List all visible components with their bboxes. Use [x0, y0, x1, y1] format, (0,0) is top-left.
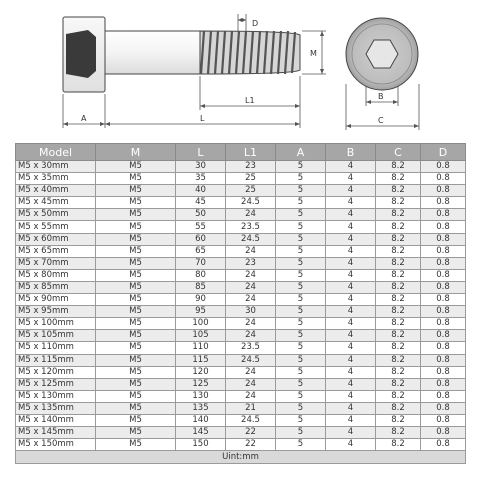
- cell-c: 8.2: [376, 306, 421, 318]
- cell-d: 0.8: [421, 294, 466, 306]
- cell-m: M5: [96, 318, 176, 330]
- table-row: [16, 221, 466, 233]
- cell-model: M5 x 95mm: [16, 306, 96, 318]
- cell-d: 0.8: [421, 427, 466, 439]
- cell-l1: 24: [226, 366, 276, 378]
- cell-c: 8.2: [376, 221, 421, 233]
- cell-model: M5 x 35mm: [16, 173, 96, 185]
- cell-a: 5: [276, 342, 326, 354]
- cell-b: 4: [326, 318, 376, 330]
- cell-m: M5: [96, 330, 176, 342]
- cell-l: 35: [176, 173, 226, 185]
- cell-c: 8.2: [376, 402, 421, 414]
- cell-l: 55: [176, 221, 226, 233]
- cell-m: M5: [96, 294, 176, 306]
- cell-l: 70: [176, 257, 226, 269]
- cell-c: 8.2: [376, 390, 421, 402]
- cell-l1: 25: [226, 185, 276, 197]
- table-row: [16, 197, 466, 209]
- cell-l: 40: [176, 185, 226, 197]
- table-row: [16, 342, 466, 354]
- cell-l1: 23: [226, 257, 276, 269]
- cell-model: M5 x 135mm: [16, 402, 96, 414]
- cell-a: 5: [276, 245, 326, 257]
- cell-b: 4: [326, 221, 376, 233]
- cell-l: 45: [176, 197, 226, 209]
- cell-a: 5: [276, 366, 326, 378]
- cell-l: 105: [176, 330, 226, 342]
- cell-m: M5: [96, 414, 176, 426]
- table-header-row: [16, 144, 466, 161]
- cell-a: 5: [276, 439, 326, 451]
- hex-socket-shadow: [66, 30, 96, 78]
- header-l1: L1: [226, 144, 276, 161]
- cell-model: M5 x 70mm: [16, 257, 96, 269]
- cell-b: 4: [326, 161, 376, 173]
- cell-d: 0.8: [421, 209, 466, 221]
- cell-model: M5 x 40mm: [16, 185, 96, 197]
- cell-d: 0.8: [421, 185, 466, 197]
- screw-head-end-view: [346, 18, 418, 90]
- cell-b: 4: [326, 378, 376, 390]
- cell-l: 145: [176, 427, 226, 439]
- cell-l1: 30: [226, 306, 276, 318]
- cell-a: 5: [276, 185, 326, 197]
- cell-d: 0.8: [421, 233, 466, 245]
- table-row: [16, 185, 466, 197]
- cell-m: M5: [96, 354, 176, 366]
- cell-b: 4: [326, 402, 376, 414]
- table-row: [16, 402, 466, 414]
- cell-l1: 24.5: [226, 197, 276, 209]
- cell-a: 5: [276, 281, 326, 293]
- cell-m: M5: [96, 306, 176, 318]
- cell-l1: 25: [226, 173, 276, 185]
- cell-m: M5: [96, 209, 176, 221]
- cell-b: 4: [326, 414, 376, 426]
- cell-b: 4: [326, 306, 376, 318]
- cell-l: 50: [176, 209, 226, 221]
- cell-l1: 22: [226, 427, 276, 439]
- cell-l1: 24.5: [226, 233, 276, 245]
- dim-label-b: B: [378, 92, 384, 101]
- cell-model: M5 x 80mm: [16, 269, 96, 281]
- table-row: [16, 209, 466, 221]
- cell-l1: 24: [226, 281, 276, 293]
- cell-b: 4: [326, 342, 376, 354]
- cell-m: M5: [96, 378, 176, 390]
- cell-c: 8.2: [376, 173, 421, 185]
- cell-model: M5 x 150mm: [16, 439, 96, 451]
- cell-a: 5: [276, 257, 326, 269]
- cell-l: 115: [176, 354, 226, 366]
- cell-a: 5: [276, 197, 326, 209]
- cell-c: 8.2: [376, 281, 421, 293]
- cell-b: 4: [326, 427, 376, 439]
- cell-model: M5 x 100mm: [16, 318, 96, 330]
- cell-a: 5: [276, 330, 326, 342]
- cell-b: 4: [326, 281, 376, 293]
- table-row: [16, 366, 466, 378]
- table-row: [16, 414, 466, 426]
- table-row: [16, 245, 466, 257]
- table-row: [16, 330, 466, 342]
- cell-b: 4: [326, 173, 376, 185]
- cell-c: 8.2: [376, 414, 421, 426]
- cell-a: 5: [276, 294, 326, 306]
- cell-model: M5 x 130mm: [16, 390, 96, 402]
- cell-a: 5: [276, 233, 326, 245]
- cell-c: 8.2: [376, 318, 421, 330]
- cell-c: 8.2: [376, 378, 421, 390]
- header-b: B: [326, 144, 376, 161]
- cell-c: 8.2: [376, 245, 421, 257]
- table-row: [16, 173, 466, 185]
- specification-table: [15, 143, 466, 464]
- cell-b: 4: [326, 439, 376, 451]
- screw-head-side: [63, 17, 105, 92]
- cell-a: 5: [276, 390, 326, 402]
- cell-model: M5 x 105mm: [16, 330, 96, 342]
- cell-d: 0.8: [421, 161, 466, 173]
- dim-label-l1: L1: [245, 96, 255, 105]
- cell-b: 4: [326, 245, 376, 257]
- cell-c: 8.2: [376, 185, 421, 197]
- cell-c: 8.2: [376, 257, 421, 269]
- table-row: [16, 257, 466, 269]
- header-a: A: [276, 144, 326, 161]
- cell-l1: 24: [226, 390, 276, 402]
- cell-model: M5 x 115mm: [16, 354, 96, 366]
- cell-m: M5: [96, 257, 176, 269]
- unit-note: Uint:mm: [16, 451, 466, 464]
- cell-d: 0.8: [421, 366, 466, 378]
- table-row: [16, 161, 466, 173]
- cell-d: 0.8: [421, 245, 466, 257]
- cell-c: 8.2: [376, 330, 421, 342]
- cell-m: M5: [96, 197, 176, 209]
- table-row: [16, 318, 466, 330]
- cell-l1: 23.5: [226, 221, 276, 233]
- cell-m: M5: [96, 342, 176, 354]
- cell-d: 0.8: [421, 354, 466, 366]
- cell-model: M5 x 55mm: [16, 221, 96, 233]
- cell-l: 125: [176, 378, 226, 390]
- table-row: [16, 306, 466, 318]
- cell-model: M5 x 90mm: [16, 294, 96, 306]
- cell-l: 140: [176, 414, 226, 426]
- cell-d: 0.8: [421, 306, 466, 318]
- cell-b: 4: [326, 269, 376, 281]
- cell-c: 8.2: [376, 366, 421, 378]
- cell-l1: 24: [226, 245, 276, 257]
- cell-d: 0.8: [421, 173, 466, 185]
- cell-model: M5 x 65mm: [16, 245, 96, 257]
- table-row: [16, 281, 466, 293]
- cell-l1: 24.5: [226, 414, 276, 426]
- cell-m: M5: [96, 185, 176, 197]
- cell-l1: 24: [226, 269, 276, 281]
- cell-l: 60: [176, 233, 226, 245]
- cell-l1: 22: [226, 439, 276, 451]
- cell-a: 5: [276, 354, 326, 366]
- cell-d: 0.8: [421, 221, 466, 233]
- cell-m: M5: [96, 221, 176, 233]
- cell-d: 0.8: [421, 439, 466, 451]
- cell-d: 0.8: [421, 197, 466, 209]
- cell-c: 8.2: [376, 161, 421, 173]
- cell-b: 4: [326, 366, 376, 378]
- dim-label-l: L: [200, 114, 205, 123]
- cell-m: M5: [96, 281, 176, 293]
- cell-l1: 24: [226, 294, 276, 306]
- cell-c: 8.2: [376, 294, 421, 306]
- dim-label-d: D: [252, 19, 259, 28]
- cell-model: M5 x 110mm: [16, 342, 96, 354]
- header-d: D: [421, 144, 466, 161]
- cell-l1: 24.5: [226, 354, 276, 366]
- cell-m: M5: [96, 269, 176, 281]
- cell-b: 4: [326, 185, 376, 197]
- cell-b: 4: [326, 294, 376, 306]
- cell-b: 4: [326, 233, 376, 245]
- cell-c: 8.2: [376, 427, 421, 439]
- cell-model: M5 x 50mm: [16, 209, 96, 221]
- cell-a: 5: [276, 402, 326, 414]
- cell-d: 0.8: [421, 342, 466, 354]
- cell-b: 4: [326, 197, 376, 209]
- header-m: M: [96, 144, 176, 161]
- cell-d: 0.8: [421, 390, 466, 402]
- cell-a: 5: [276, 269, 326, 281]
- screw-shank: [105, 31, 202, 74]
- cell-a: 5: [276, 173, 326, 185]
- cell-c: 8.2: [376, 354, 421, 366]
- cell-model: M5 x 125mm: [16, 378, 96, 390]
- cell-d: 0.8: [421, 281, 466, 293]
- cell-b: 4: [326, 209, 376, 221]
- cell-m: M5: [96, 402, 176, 414]
- cell-c: 8.2: [376, 197, 421, 209]
- table-row: [16, 354, 466, 366]
- cell-d: 0.8: [421, 257, 466, 269]
- cell-b: 4: [326, 330, 376, 342]
- cell-a: 5: [276, 306, 326, 318]
- cell-c: 8.2: [376, 233, 421, 245]
- cell-l: 110: [176, 342, 226, 354]
- cell-l: 100: [176, 318, 226, 330]
- cell-m: M5: [96, 366, 176, 378]
- cell-a: 5: [276, 318, 326, 330]
- cell-d: 0.8: [421, 318, 466, 330]
- cell-l: 95: [176, 306, 226, 318]
- cell-a: 5: [276, 414, 326, 426]
- cell-m: M5: [96, 173, 176, 185]
- dim-label-c: C: [378, 116, 384, 125]
- cell-d: 0.8: [421, 330, 466, 342]
- cell-a: 5: [276, 209, 326, 221]
- cell-m: M5: [96, 245, 176, 257]
- cell-model: M5 x 85mm: [16, 281, 96, 293]
- cell-l1: 24: [226, 318, 276, 330]
- cell-l: 85: [176, 281, 226, 293]
- screw-thread: [200, 31, 300, 74]
- cell-c: 8.2: [376, 209, 421, 221]
- cell-model: M5 x 140mm: [16, 414, 96, 426]
- cell-model: M5 x 60mm: [16, 233, 96, 245]
- cell-m: M5: [96, 439, 176, 451]
- dim-label-a: A: [81, 114, 87, 123]
- cell-a: 5: [276, 221, 326, 233]
- cell-l: 120: [176, 366, 226, 378]
- table-row: [16, 233, 466, 245]
- table-row: [16, 269, 466, 281]
- cell-model: M5 x 120mm: [16, 366, 96, 378]
- dim-label-m: M: [310, 49, 317, 58]
- table-row: [16, 378, 466, 390]
- header-l: L: [176, 144, 226, 161]
- cell-model: M5 x 145mm: [16, 427, 96, 439]
- table-body: [16, 161, 466, 451]
- cell-l1: 21: [226, 402, 276, 414]
- cell-m: M5: [96, 390, 176, 402]
- cell-l: 80: [176, 269, 226, 281]
- cell-d: 0.8: [421, 402, 466, 414]
- cell-l: 135: [176, 402, 226, 414]
- cell-l1: 24: [226, 330, 276, 342]
- cell-m: M5: [96, 161, 176, 173]
- cell-l: 30: [176, 161, 226, 173]
- table-row: [16, 390, 466, 402]
- cell-m: M5: [96, 427, 176, 439]
- table-row: [16, 294, 466, 306]
- cell-c: 8.2: [376, 269, 421, 281]
- cell-m: M5: [96, 233, 176, 245]
- cell-model: M5 x 30mm: [16, 161, 96, 173]
- cell-a: 5: [276, 427, 326, 439]
- cell-l1: 23: [226, 161, 276, 173]
- cell-d: 0.8: [421, 378, 466, 390]
- cell-l1: 24: [226, 378, 276, 390]
- cell-a: 5: [276, 161, 326, 173]
- cell-model: M5 x 45mm: [16, 197, 96, 209]
- cell-b: 4: [326, 390, 376, 402]
- cell-l: 65: [176, 245, 226, 257]
- cell-b: 4: [326, 354, 376, 366]
- table-row: [16, 427, 466, 439]
- cell-a: 5: [276, 378, 326, 390]
- header-c: C: [376, 144, 421, 161]
- cell-l1: 23.5: [226, 342, 276, 354]
- cell-l: 150: [176, 439, 226, 451]
- header-model: Model: [16, 144, 96, 161]
- cell-l1: 24: [226, 209, 276, 221]
- cell-c: 8.2: [376, 439, 421, 451]
- cell-c: 8.2: [376, 342, 421, 354]
- screw-technical-drawing: [0, 0, 480, 140]
- table-footer-row: [16, 451, 466, 464]
- cell-d: 0.8: [421, 269, 466, 281]
- cell-d: 0.8: [421, 414, 466, 426]
- cell-l: 90: [176, 294, 226, 306]
- cell-l: 130: [176, 390, 226, 402]
- cell-b: 4: [326, 257, 376, 269]
- table-row: [16, 439, 466, 451]
